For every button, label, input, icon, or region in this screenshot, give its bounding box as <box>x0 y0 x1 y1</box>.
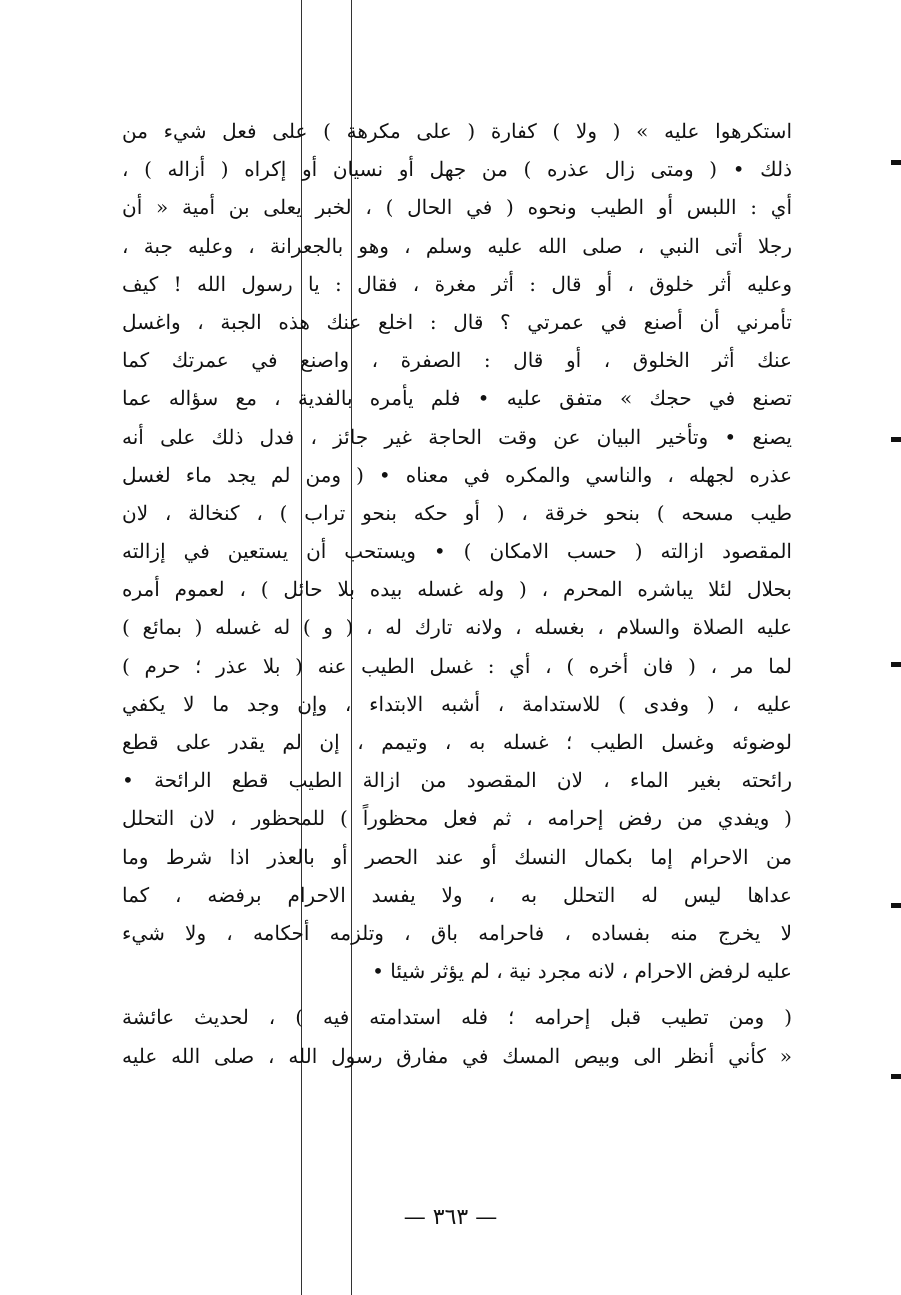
text-line: عليه الصلاة والسلام ، بغسله ، ولانه تارك له ، ( و ) له غسله ( بمائع ) <box>122 615 792 640</box>
text-line: ( ومن تطيب قبل إحرامه ؛ فله استدامته فيه ) ، لحديث عائشة <box>122 1005 792 1030</box>
margin-mark <box>891 437 901 442</box>
text-line: يصنع • وتأخير البيان عن وقت الحاجة غير جائز ، فدل ذلك على أنه <box>122 424 792 449</box>
text-line: عليه ، ( وفدى ) للاستدامة ، أشبه الابتداء ، وإن وجد ما لا يكفي <box>122 691 792 716</box>
text-line: « كأني أنظر الى وبيص المسك في مفارق رسول الله ، صلى الله عليه <box>122 1043 792 1068</box>
margin-mark <box>891 662 901 667</box>
margin-mark <box>891 160 901 165</box>
text-line: عداها ليس له التحلل به ، ولا يفسد الاحرام برفضه ، كما <box>122 882 792 907</box>
text-line: تصنع في حجك » متفق عليه • فلم يأمره بالفدية ، مع سؤاله عما <box>122 386 792 411</box>
text-line: استكرهوا عليه » ( ولا ) كفارة ( على مكرهة ) على فعل شيء من <box>122 119 792 143</box>
body-text <box>122 112 792 1075</box>
text-line: لوضوئه وغسل الطيب ؛ غسله به ، وتيمم ، إن لم يقدر على قطع <box>122 730 792 754</box>
text-line: عذره لجهله ، والناسي والمكره في معناه • ( ومن لم يجد ماء لغسل <box>122 462 792 487</box>
page-number: — ٣٦٣ — <box>403 1205 498 1230</box>
text-line: رجلا أتى النبي ، صلى الله عليه وسلم ، وهو بالجعرانة ، وعليه جبة ، <box>122 233 792 258</box>
text-line: بحلال لئلا يباشره المحرم ، ( وله غسله بيده بلا حائل ) ، لعموم أمره <box>122 577 792 602</box>
text-line: أي : اللبس أو الطيب ونحوه ( في الحال ) ، لخبر يعلى بن أمية « أن <box>122 195 792 220</box>
text-line: تأمرني أن أصنع في عمرتي ؟ قال : اخلع عنك هذه الجبة ، واغسل <box>122 309 792 334</box>
text-line: عليه لرفض الاحرام ، لانه مجرد نية ، لم يؤثر شيئا • <box>372 959 792 984</box>
text-line: ( ويفدي من رفض إحرامه ، ثم فعل محظوراً ) للمحظور ، لان التحلل <box>122 806 792 831</box>
text-line: طيب مسحه ) بنحو خرقة ، ( أو حكه بنحو تراب ) ، كنخالة ، لان <box>122 500 792 525</box>
text-line: المقصود ازالته ( حسب الامكان ) • ويستحب أن يستعين في إزالته <box>122 539 792 564</box>
text-line: وعليه أثر خلوق ، أو قال : أثر مغرة ، فقال : يا رسول الله ! كيف <box>122 271 792 296</box>
margin-mark <box>891 1074 901 1079</box>
paragraph-gap <box>122 990 792 998</box>
text-line: ذلك • ( ومتى زال عذره ) من جهل أو نسيان أو إكراه ( أزاله ) ، <box>122 157 792 182</box>
text-line: لما مر ، ( فان أخره ) ، أي : غسل الطيب عنه ( بلا عذر ؛ حرم ) <box>122 653 792 678</box>
text-line: عنك أثر الخلوق ، أو قال : الصفرة ، واصنع في عمرتك كما <box>122 348 792 373</box>
text-line: من الاحرام إما بكمال النسك أو عند الحصر أو بالعذر اذا شرط وما <box>122 844 792 869</box>
margin-mark <box>891 903 901 908</box>
text-line: رائحته بغير الماء ، لان المقصود من ازالة الطيب قطع الرائحة • <box>122 768 792 793</box>
text-line: لا يخرج منه بفساده ، فاحرامه باق ، وتلزمه أحكامه ، ولا شيء <box>122 920 792 945</box>
